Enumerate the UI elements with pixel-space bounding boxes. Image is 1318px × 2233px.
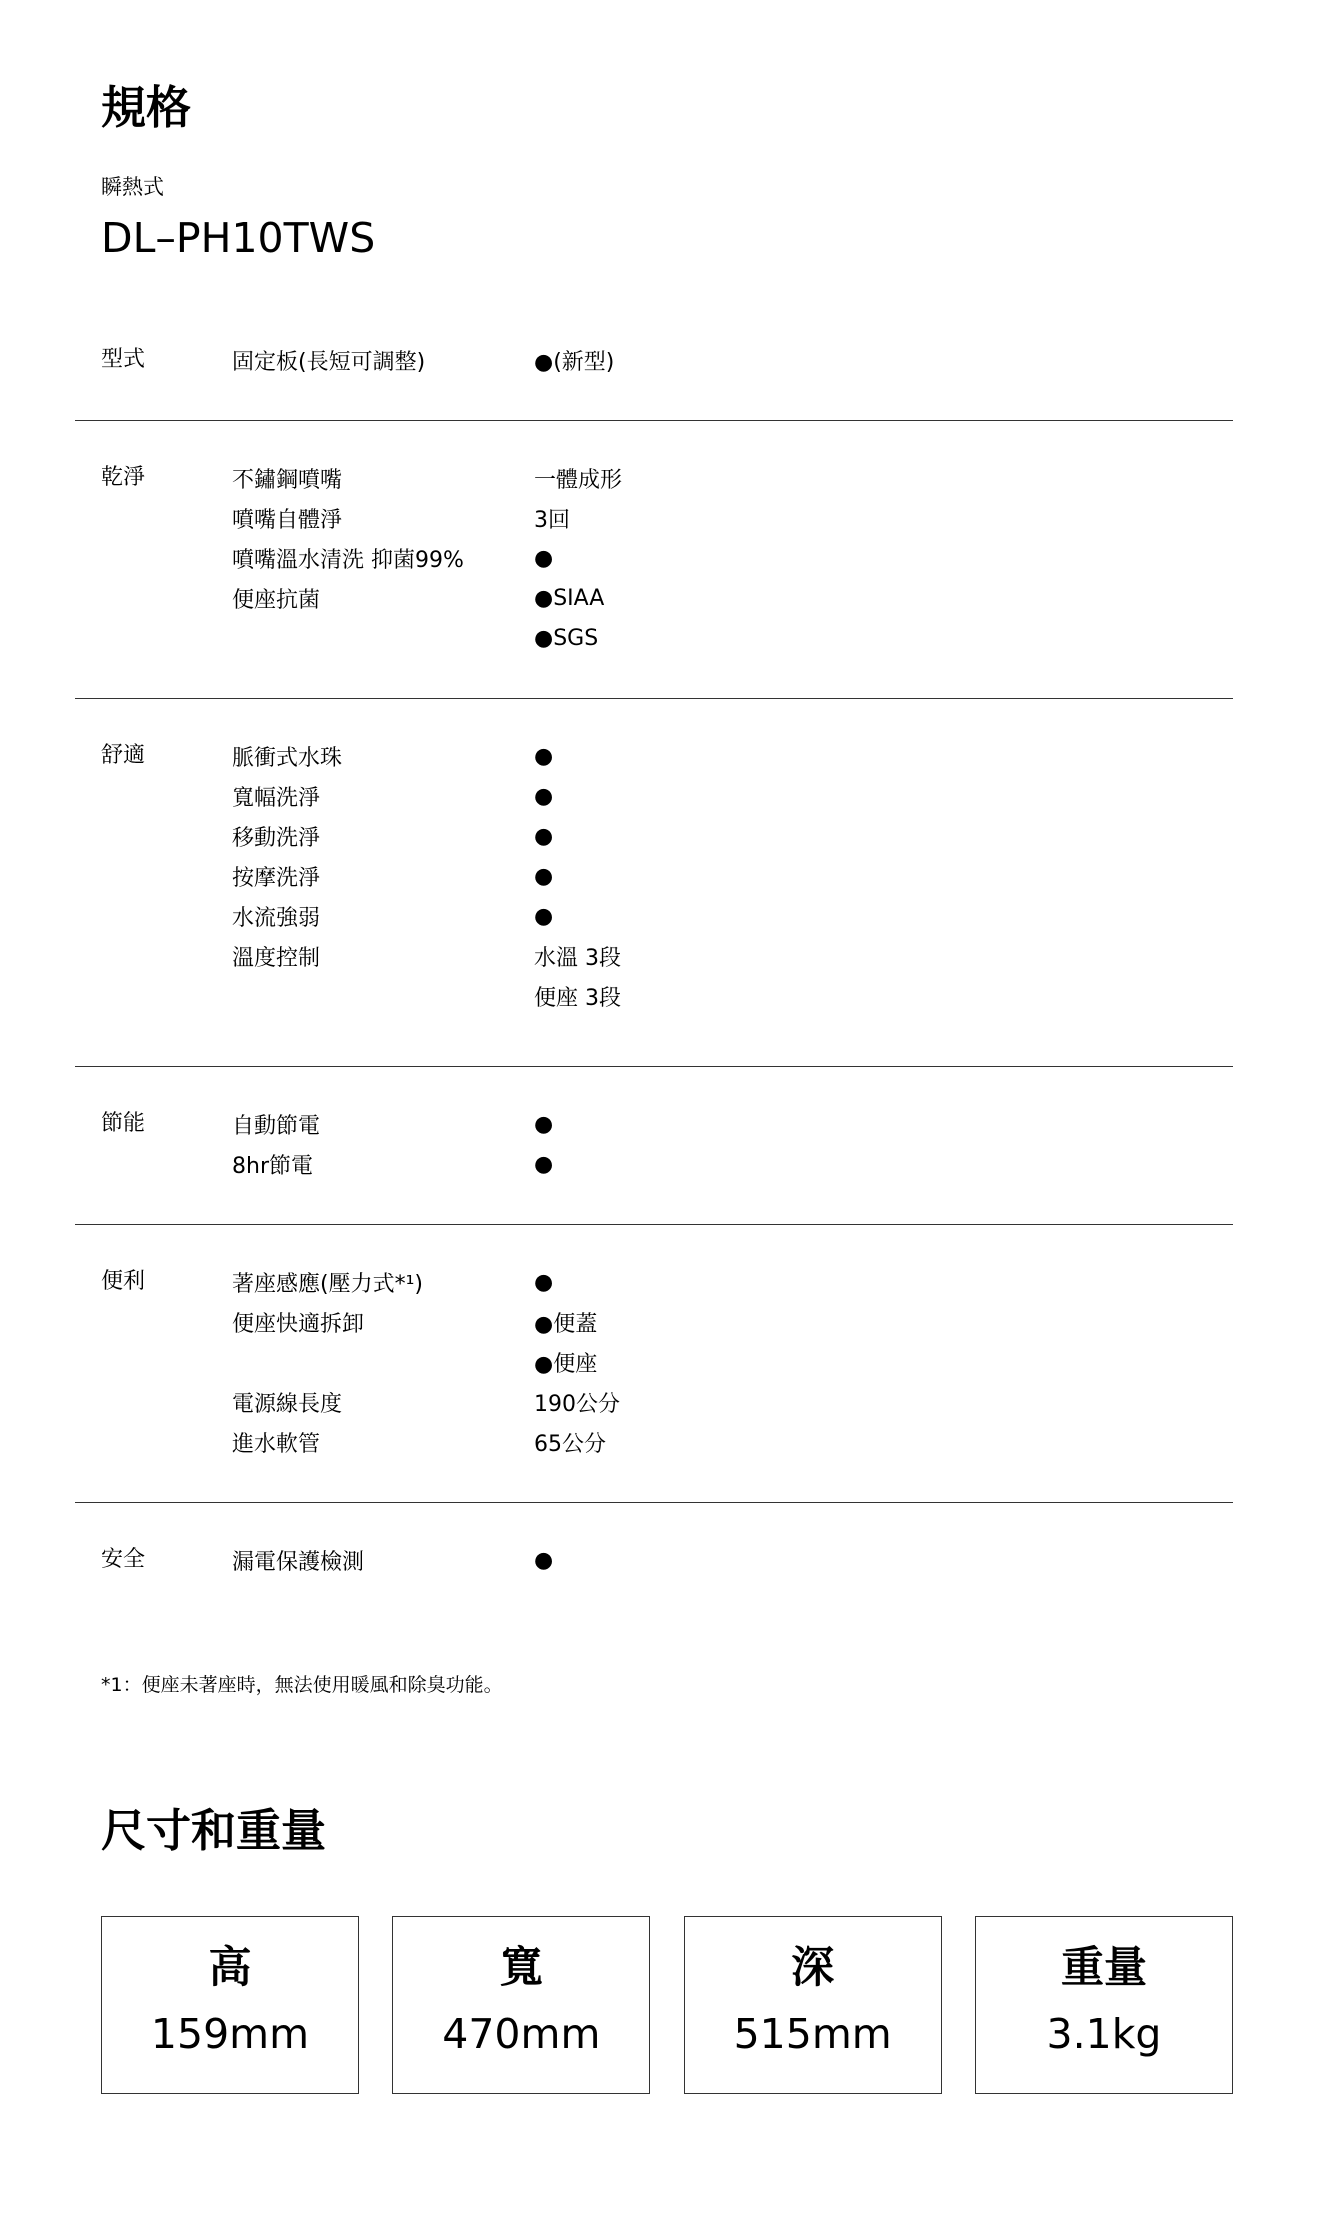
- feature-value: ●: [534, 823, 554, 849]
- feature-label: 移動洗淨: [232, 825, 321, 851]
- feature-label: 電源線長度: [232, 1391, 343, 1417]
- spec-row: [232, 618, 1233, 658]
- feature-value: ●: [534, 863, 554, 889]
- feature-value: ●: [534, 1151, 554, 1177]
- spec-row: [232, 1342, 1233, 1382]
- spec-row: [232, 1144, 1233, 1184]
- section-category: 舒適: [101, 743, 146, 768]
- feature-label: 按摩洗淨: [232, 865, 321, 891]
- spec-row: [232, 776, 1233, 816]
- spec-row: [232, 856, 1233, 896]
- feature-label: 8hr節電: [232, 1153, 313, 1179]
- dimension-value: 3.1kg: [1046, 2010, 1162, 2058]
- spec-section-type: [75, 340, 1233, 421]
- spec-row: [232, 1382, 1233, 1422]
- feature-value: ●: [534, 1111, 554, 1137]
- feature-label: 便座快適拆卸: [232, 1311, 365, 1337]
- product-type: 瞬熱式: [101, 175, 164, 199]
- feature-value: ●: [534, 903, 554, 929]
- dimension-card-height: [101, 1916, 359, 2094]
- spec-row: [232, 1262, 1233, 1302]
- feature-value: ●SGS: [534, 625, 599, 651]
- section-category: 乾淨: [101, 465, 146, 490]
- feature-label: 不鏽鋼噴嘴: [232, 467, 343, 493]
- feature-value: ●SIAA: [534, 585, 605, 611]
- footnote: *1：便座未著座時，無法使用暖風和除臭功能。: [101, 1674, 503, 1696]
- feature-value: 一體成形: [534, 467, 623, 493]
- section-category: 型式: [101, 347, 146, 372]
- feature-value: 3回: [534, 507, 570, 533]
- feature-value: 65公分: [534, 1431, 606, 1457]
- spec-section-convenience: [75, 1225, 1233, 1503]
- spec-row: [232, 936, 1233, 976]
- feature-value: ●: [534, 1547, 554, 1573]
- spec-row: [232, 896, 1233, 936]
- feature-value: 水溫 3段: [534, 945, 621, 971]
- spec-section-clean: [75, 421, 1233, 699]
- feature-label: 噴嘴溫水清洗 抑菌99%: [232, 547, 464, 573]
- spec-row: [232, 1422, 1233, 1462]
- page-title: 規格: [101, 81, 192, 134]
- feature-label: 漏電保護檢測: [232, 1549, 365, 1575]
- spec-row: [232, 458, 1233, 498]
- feature-label: 自動節電: [232, 1113, 321, 1139]
- dimensions-grid: [101, 1916, 1233, 2094]
- feature-value: ●便座: [534, 1351, 598, 1377]
- spec-row: [232, 736, 1233, 776]
- spec-row: [232, 578, 1233, 618]
- spec-row: [232, 976, 1233, 1016]
- section-category: 便利: [101, 1269, 146, 1294]
- section-category: 安全: [101, 1547, 146, 1572]
- feature-value: ●: [534, 545, 554, 571]
- feature-label: 溫度控制: [232, 945, 321, 971]
- dimension-label: 高: [208, 1943, 252, 1993]
- spec-row: [232, 538, 1233, 578]
- spec-row: [232, 498, 1233, 538]
- dimension-label: 寬: [499, 1943, 543, 1993]
- feature-value: ●: [534, 783, 554, 809]
- dimension-value: 515mm: [733, 2010, 892, 2058]
- feature-label: 噴嘴自體淨: [232, 507, 343, 533]
- feature-value: ●(新型): [534, 349, 615, 375]
- feature-value: ●便蓋: [534, 1311, 598, 1337]
- spec-section-comfort: [75, 699, 1233, 1067]
- feature-label: 脈衝式水珠: [232, 745, 343, 771]
- feature-label: 寬幅洗淨: [232, 785, 321, 811]
- feature-value: 便座 3段: [534, 985, 621, 1011]
- feature-label: 便座抗菌: [232, 587, 321, 613]
- spec-row: [232, 340, 1233, 380]
- feature-label: 進水軟管: [232, 1431, 321, 1457]
- dimension-label: 重量: [1060, 1943, 1147, 1993]
- spec-row: [232, 1540, 1233, 1580]
- dimensions-title: 尺寸和重量: [101, 1804, 327, 1857]
- feature-label: 固定板(長短可調整): [232, 349, 426, 375]
- dimension-value: 159mm: [150, 2010, 310, 2058]
- feature-value: 190公分: [534, 1391, 620, 1417]
- feature-value: ●: [534, 743, 554, 769]
- dimension-card-depth: [684, 1916, 942, 2094]
- dimension-value: 470mm: [442, 2010, 601, 2058]
- dimension-label: 深: [791, 1943, 835, 1993]
- section-category: 節能: [101, 1111, 146, 1136]
- feature-value: ●: [534, 1269, 554, 1295]
- spec-row: [232, 1104, 1233, 1144]
- spec-section-energy: [75, 1067, 1233, 1225]
- feature-label: 著座感應(壓力式*¹): [232, 1271, 423, 1297]
- spec-row: [232, 816, 1233, 856]
- dimension-card-width: [392, 1916, 650, 2094]
- spec-row: [232, 1302, 1233, 1342]
- model-name: DL–PH10TWS: [101, 214, 376, 262]
- feature-label: 水流強弱: [232, 905, 321, 931]
- spec-section-safety: [75, 1503, 1233, 1620]
- spec-table: [75, 340, 1233, 1620]
- dimension-card-weight: [975, 1916, 1233, 2094]
